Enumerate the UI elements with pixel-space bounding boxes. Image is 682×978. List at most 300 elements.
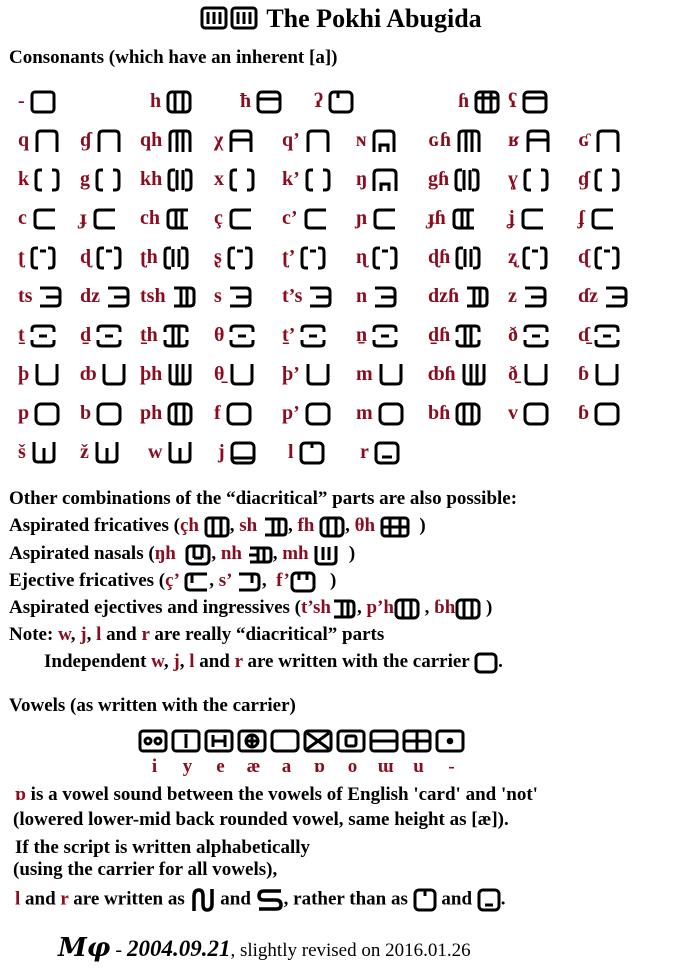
combo-latin: fh <box>297 515 315 536</box>
consonant-latin: ɓ <box>578 363 590 385</box>
consonant-glyph-icon <box>593 245 621 271</box>
alpha-mid: are written as <box>68 888 190 910</box>
consonant-cell <box>214 394 253 433</box>
sig-dash: - <box>110 939 127 961</box>
aspirated-nasals-label: Aspirated nasals ( <box>9 543 155 564</box>
consonant-cell <box>140 160 194 199</box>
consonant-glyph-icon <box>255 89 283 115</box>
consonant-latin: ɗ̠ <box>578 324 590 346</box>
consonant-cell <box>214 316 256 355</box>
consonant-cell <box>140 394 194 433</box>
glyph-ch-icon <box>204 516 230 538</box>
consonant-glyph-icon <box>95 128 123 154</box>
glyph-sh-icon <box>262 516 288 538</box>
consonant-latin: gɦ <box>428 168 450 190</box>
consonant-latin: þh <box>140 363 163 385</box>
consonant-glyph-icon <box>454 245 482 271</box>
signature-revised: , slightly revised on 2016.01.26 <box>230 940 471 961</box>
consonant-cell <box>18 433 58 472</box>
consonant-cell <box>356 199 399 238</box>
consonant-glyph-icon <box>454 323 482 349</box>
vowel-latin: æ <box>246 756 261 777</box>
consonant-glyph-icon <box>521 284 549 310</box>
consonant-latin: f <box>214 402 221 424</box>
consonant-latin: dz <box>80 285 100 307</box>
alpha-r-glyph-icon <box>256 887 284 913</box>
consonant-cell <box>148 433 194 472</box>
signature-date: 2004.09.21 <box>126 936 231 961</box>
consonant-latin: l <box>288 441 294 463</box>
consonant-cell <box>458 82 501 121</box>
consonant-latin: ɟ <box>80 207 87 229</box>
note-sep: , <box>70 624 81 645</box>
consonant-cell <box>80 199 119 238</box>
consonant-glyph-icon <box>299 245 327 271</box>
alpha-and: and <box>436 888 477 910</box>
consonant-glyph-icon <box>33 401 61 427</box>
consonant-cell <box>214 160 256 199</box>
consonant-glyph-icon <box>226 284 254 310</box>
consonant-glyph-icon <box>371 167 399 193</box>
consonant-glyph-icon <box>100 362 128 388</box>
glyph-nh-icon <box>247 544 273 566</box>
consonant-glyph-icon <box>166 128 194 154</box>
consonant-latin: t’s <box>282 285 303 307</box>
consonant-glyph-icon <box>602 284 630 310</box>
glyph-ph-ejective-icon <box>394 598 420 620</box>
consonant-latin: t̠’ <box>282 324 296 346</box>
consonant-glyph-icon <box>522 401 550 427</box>
consonant-cell <box>80 277 132 316</box>
consonant-glyph-icon <box>302 206 330 232</box>
consonant-latin: þ <box>18 363 30 385</box>
consonant-latin: dzɦ <box>428 285 460 307</box>
consonant-latin: m <box>356 402 373 424</box>
consonant-glyph-icon <box>371 323 399 349</box>
consonant-cell <box>356 238 399 277</box>
consonant-glyph-icon <box>226 245 254 271</box>
consonant-glyph-icon <box>162 245 190 271</box>
consonant-cell <box>282 277 334 316</box>
glyph-tsh-ejective-icon <box>331 598 357 620</box>
consonant-latin: ɓ <box>578 402 590 424</box>
consonant-row <box>18 199 678 238</box>
consonant-cell <box>80 160 122 199</box>
consonant-latin: m <box>356 363 373 385</box>
consonant-glyph-icon <box>228 167 256 193</box>
consonant-latin: j <box>218 441 225 463</box>
consonant-cell <box>282 121 332 160</box>
consonant-latin: c <box>18 207 27 229</box>
consonant-glyph-icon <box>377 362 405 388</box>
combo-latin: p’h <box>366 597 394 618</box>
consonant-row <box>18 394 678 433</box>
consonant-glyph-icon <box>33 167 61 193</box>
consonant-glyph-icon <box>33 362 61 388</box>
consonant-glyph-icon <box>298 440 326 466</box>
consonant-latin: ʈh <box>140 246 158 268</box>
consonant-glyph-icon <box>524 128 552 154</box>
combo-latin: f’ <box>276 570 290 591</box>
consonant-cell <box>218 433 257 472</box>
consonant-cell <box>508 355 550 394</box>
consonant-glyph-icon <box>304 362 332 388</box>
vowel-latin: a <box>281 756 292 777</box>
signature-scribble: Mφ <box>58 933 111 963</box>
consonant-latin: ʈ <box>18 246 25 268</box>
consonant-cell <box>356 355 405 394</box>
aspirated-fricatives-label: Aspirated fricatives ( <box>9 515 180 536</box>
consonant-latin: ɣ <box>508 168 518 190</box>
indep-r: r <box>234 651 243 672</box>
consonant-cell <box>18 199 59 238</box>
alpha-line-3 <box>15 887 506 913</box>
consonant-cell <box>288 433 326 472</box>
alpha-and: and <box>215 888 256 910</box>
consonant-glyph-icon <box>225 401 253 427</box>
consonant-latin: k <box>18 168 30 190</box>
consonant-cell <box>214 238 254 277</box>
glyph-bh-implosive-icon <box>455 598 481 620</box>
consonant-latin: d̠ <box>80 324 92 346</box>
consonant-cell <box>578 355 621 394</box>
consonant-cell <box>80 238 123 277</box>
indep-and: and <box>194 651 235 672</box>
indep-l: l <box>189 651 195 672</box>
consonant-cell <box>578 277 630 316</box>
consonant-cell <box>240 82 283 121</box>
vowel-latin: ɒ <box>314 756 325 777</box>
signature-line <box>58 933 471 963</box>
consonant-glyph-icon <box>371 206 399 232</box>
alpha-and: and <box>20 888 61 910</box>
consonant-glyph-icon <box>371 284 399 310</box>
consonant-glyph-icon <box>227 206 255 232</box>
consonant-latin: ts <box>18 285 33 307</box>
consonant-latin: ç <box>214 207 223 229</box>
consonant-row <box>18 433 678 472</box>
glyph-ngh-icon <box>185 544 211 566</box>
vowel-glyph-icon <box>171 729 201 753</box>
note-pre: Note: <box>9 624 59 645</box>
consonant-latin: ž <box>80 441 89 463</box>
consonant-latin: θ <box>214 324 225 346</box>
consonant-glyph-icon <box>450 206 478 232</box>
note-w: w <box>58 624 71 645</box>
indep-pre: Independent <box>44 651 152 672</box>
consonant-glyph-icon <box>30 440 58 466</box>
consonant-glyph-icon <box>31 206 59 232</box>
consonant-grid <box>18 82 678 472</box>
consonant-latin: ʕ <box>508 90 517 112</box>
consonant-glyph-icon <box>165 89 193 115</box>
vowel-glyph-icon <box>435 729 465 753</box>
consonant-cell <box>18 121 61 160</box>
consonant-cell <box>508 160 550 199</box>
consonant-latin: s <box>214 285 222 307</box>
consonant-glyph-icon <box>94 167 122 193</box>
consonant-latin: h <box>150 90 162 112</box>
consonant-cell <box>214 277 254 316</box>
consonant-glyph-icon <box>170 284 198 310</box>
consonant-glyph-icon <box>166 440 194 466</box>
consonant-cell <box>80 355 128 394</box>
consonant-latin: ɖ <box>80 246 92 268</box>
consonant-cell <box>508 394 550 433</box>
consonant-glyph-icon <box>93 440 121 466</box>
consonant-glyph-icon <box>33 128 61 154</box>
consonant-latin: n̠ <box>356 324 368 346</box>
vowel-latin: y <box>182 756 193 777</box>
note-l: l <box>96 624 102 645</box>
aspirated-fricatives-line: Aspirated fricatives (çh , sh , fh , θh ) <box>9 515 426 536</box>
vowel-glyph-icon <box>336 729 366 753</box>
consonant-glyph-icon <box>593 323 621 349</box>
alpha-l: l <box>15 888 21 910</box>
indep-sep: , <box>179 651 190 672</box>
consonant-cell <box>140 238 190 277</box>
consonant-latin: þ’ <box>282 363 300 385</box>
alpha-line-1: If the script is written alphabetically <box>15 837 311 858</box>
consonant-latin: ʁ <box>508 129 520 151</box>
consonant-glyph-icon <box>460 362 488 388</box>
consonant-cell <box>356 121 398 160</box>
consonant-cell <box>282 316 327 355</box>
consonant-cell <box>140 277 198 316</box>
consonant-cell <box>428 277 491 316</box>
carrier-r-icon <box>477 888 501 912</box>
consonant-latin: bɦ <box>428 402 451 424</box>
vowel-latin: - <box>448 756 455 777</box>
note-post: are really “diacritical” parts <box>149 624 385 645</box>
aspirated-ejectives-label: Aspirated ejectives and ingressives ( <box>9 597 302 618</box>
consonant-cell <box>356 394 405 433</box>
alpha-l-glyph-icon <box>190 887 216 913</box>
vowel-latin: ɯ <box>377 756 394 777</box>
consonant-cell <box>18 355 61 394</box>
close-paren: ) <box>486 597 493 618</box>
consonant-cell <box>282 199 330 238</box>
consonant-glyph-icon <box>95 401 123 427</box>
vowel-glyphs <box>138 729 465 753</box>
consonant-glyph-icon <box>522 362 550 388</box>
consonant-glyph-icon <box>371 245 399 271</box>
consonant-cell <box>578 238 621 277</box>
note-r: r <box>141 624 150 645</box>
consonant-cell <box>282 238 327 277</box>
consonant-latin: - <box>18 90 25 112</box>
consonant-latin: ʛ <box>578 129 590 151</box>
note-j: j <box>80 624 87 645</box>
consonant-latin: w <box>148 441 163 463</box>
consonant-cell <box>428 238 482 277</box>
consonant-cell <box>508 199 547 238</box>
consonant-cell <box>578 316 621 355</box>
combo-latin: ç’ <box>165 570 179 591</box>
indep-end: . <box>498 651 503 672</box>
consonant-glyph-icon <box>164 206 192 232</box>
consonant-glyph-icon <box>299 323 327 349</box>
combo-latin: t’sh <box>301 597 331 618</box>
consonant-glyph-icon <box>304 167 332 193</box>
consonant-latin: tsh <box>140 285 166 307</box>
consonant-latin: ʄ <box>578 207 585 229</box>
consonant-glyph-icon <box>593 401 621 427</box>
title-text: The Pokhi Abugida <box>266 4 482 33</box>
consonant-glyph-icon <box>463 284 491 310</box>
consonant-cell <box>80 394 123 433</box>
consonant-latin: qh <box>140 129 163 151</box>
consonant-cell <box>508 316 550 355</box>
glyph-c-ejective-icon <box>183 571 209 593</box>
consonant-latin: kh <box>140 168 163 190</box>
consonant-cell <box>18 82 57 121</box>
consonant-latin: x <box>214 168 224 190</box>
close-paren: ) <box>348 543 356 564</box>
consonant-cell <box>428 199 478 238</box>
alpha-line-2: (using the carrier for all vowels), <box>13 859 278 880</box>
consonant-latin: ɳ <box>356 246 368 268</box>
consonant-latin: ʐ <box>508 246 517 268</box>
glyph-s-ejective-icon <box>236 571 262 593</box>
ao-note: is a vowel sound between the vowels of English 'card' and 'not' <box>30 784 538 805</box>
consonant-glyph-icon <box>454 401 482 427</box>
vowel-glyph-icon <box>204 729 234 753</box>
consonant-glyph-icon <box>594 128 622 154</box>
consonant-glyph-icon <box>521 89 549 115</box>
consonant-cell <box>18 277 64 316</box>
consonant-latin: ɠ <box>80 129 92 151</box>
consonant-cell <box>578 199 617 238</box>
consonant-glyph-icon <box>377 401 405 427</box>
consonant-cell <box>140 355 194 394</box>
ao-note-line <box>15 784 538 806</box>
consonant-row <box>18 277 678 316</box>
consonant-glyph-icon <box>166 362 194 388</box>
vowel-latin: e <box>216 756 225 777</box>
consonant-glyph-icon <box>304 128 332 154</box>
consonant-cell <box>282 160 332 199</box>
consonant-cell <box>282 355 332 394</box>
consonant-latin: χ <box>214 129 224 151</box>
consonant-latin: ʈ’ <box>282 246 296 268</box>
consonant-glyph-icon <box>522 167 550 193</box>
consonant-glyph-icon <box>95 323 123 349</box>
consonant-latin: b <box>80 402 92 424</box>
consonant-cell <box>140 316 190 355</box>
consonant-latin: ɟɦ <box>428 207 446 229</box>
consonant-latin: ɢɦ <box>428 129 451 151</box>
consonant-latin: p <box>18 402 30 424</box>
close-paren: ) <box>419 515 426 536</box>
consonant-latin: q’ <box>282 129 300 151</box>
consonant-glyph-icon <box>473 89 501 115</box>
carrier-icon <box>474 652 498 674</box>
consonant-cell <box>578 121 622 160</box>
combo-latin: θh <box>354 515 376 536</box>
consonant-cell <box>18 160 61 199</box>
glyph-fh-icon <box>319 516 345 538</box>
consonant-cell <box>356 316 399 355</box>
combo-latin: mh <box>282 543 309 564</box>
consonant-cell <box>428 394 482 433</box>
consonant-latin: ɴ <box>356 129 367 151</box>
consonant-glyph-icon <box>227 128 255 154</box>
consonant-cell <box>140 199 192 238</box>
alpha-rather: , rather than as <box>283 888 413 910</box>
consonant-latin: q <box>18 129 30 151</box>
aspirated-ejectives-line: Aspirated ejectives and ingressives (t’sh , p’h , ɓh ) <box>9 597 493 618</box>
consonant-glyph-icon <box>104 284 132 310</box>
consonant-latin: v <box>508 402 518 424</box>
consonant-cell <box>578 160 621 199</box>
consonant-row <box>18 355 678 394</box>
consonant-glyph-icon <box>91 206 119 232</box>
indep-sep: , <box>163 651 174 672</box>
consonant-cell <box>508 121 552 160</box>
consonant-cell <box>80 316 123 355</box>
consonant-cell <box>508 277 549 316</box>
ejective-fricatives-label: Ejective fricatives ( <box>9 570 166 591</box>
note-sep: , <box>86 624 97 645</box>
consonant-row <box>18 160 678 199</box>
consonant-glyph-icon <box>29 323 57 349</box>
consonant-latin: ɠ <box>578 168 590 190</box>
consonant-latin: ph <box>140 402 163 424</box>
consonant-glyph-icon <box>162 323 190 349</box>
consonant-row <box>18 121 678 160</box>
vowel-glyph-icon <box>369 729 399 753</box>
indep-j: j <box>173 651 180 672</box>
consonant-glyph-icon <box>589 206 617 232</box>
consonant-cell <box>428 121 483 160</box>
indep-post: are written with the carrier <box>242 651 475 672</box>
consonant-glyph-icon <box>228 323 256 349</box>
vowels-heading: Vowels (as written with the carrier) <box>9 695 296 716</box>
consonant-latin: ð̠ <box>508 363 518 385</box>
consonant-cell <box>314 82 355 121</box>
consonant-cell <box>18 394 61 433</box>
ao-symbol: ɒ <box>15 784 26 805</box>
vowel-latin: o <box>347 756 358 777</box>
glyph-f-ejective-icon <box>290 571 316 593</box>
combo-latin: çh <box>179 515 199 536</box>
consonant-latin: š <box>18 441 26 463</box>
vowel-glyph-icon <box>237 729 267 753</box>
vowel-glyph-icon <box>138 729 168 753</box>
consonant-latin: n <box>356 285 368 307</box>
consonant-latin: ŋ <box>356 168 368 190</box>
consonant-latin: ð <box>508 324 518 346</box>
indep-w: w <box>151 651 164 672</box>
consonant-latin: ȸɦ <box>428 363 456 385</box>
consonant-glyph-icon <box>229 440 257 466</box>
consonant-cell <box>508 82 549 121</box>
vowel-latin-row <box>138 756 468 778</box>
consonant-glyph-icon <box>306 284 334 310</box>
vowel-latin: i <box>151 756 158 777</box>
carrier-l-icon <box>413 888 437 912</box>
ao-note2: (lowered lower-mid back rounded vowel, same height as [æ]). <box>13 809 509 830</box>
consonant-latin: p’ <box>282 402 300 424</box>
consonant-cell <box>150 82 193 121</box>
consonant-latin: ch <box>140 207 160 229</box>
consonant-cell <box>428 316 482 355</box>
consonant-cell <box>282 394 332 433</box>
consonant-latin: t̠h <box>140 324 158 346</box>
consonant-glyph-icon <box>29 245 57 271</box>
aspirated-nasals-line: Aspirated nasals (ŋh , nh , mh ) <box>9 543 356 564</box>
